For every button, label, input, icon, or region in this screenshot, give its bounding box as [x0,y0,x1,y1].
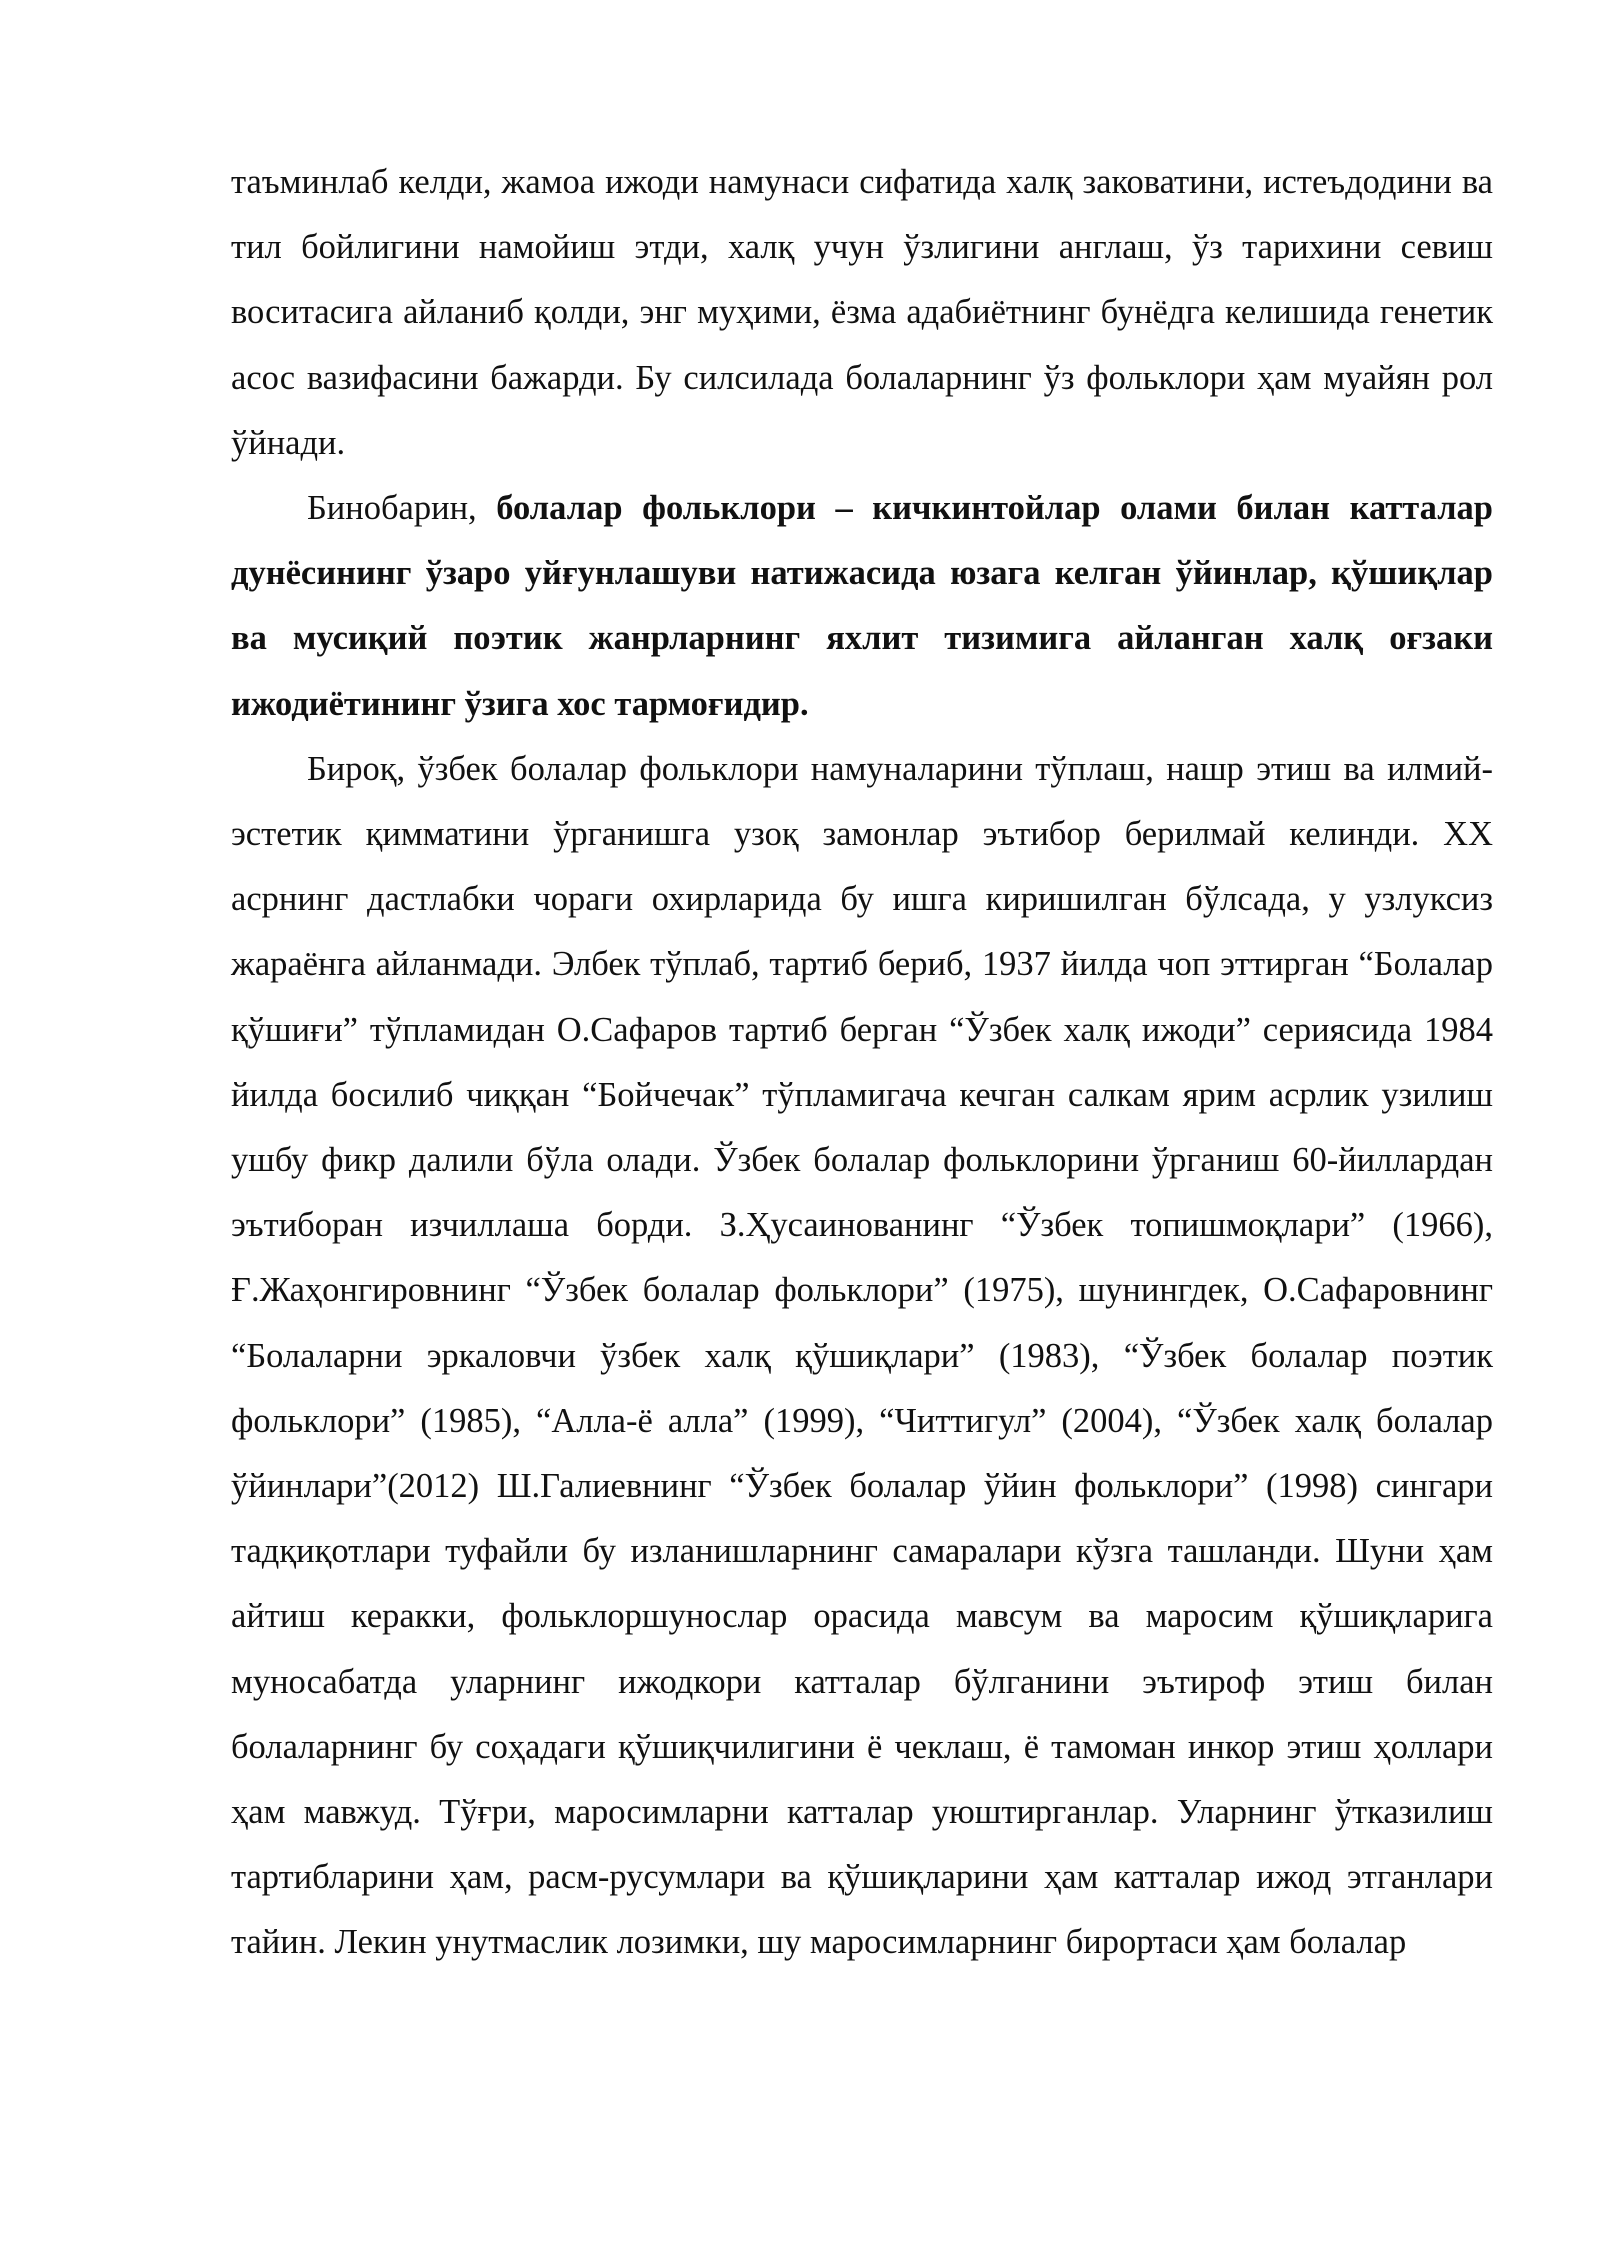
definition-lead-text: Бинобарин, [307,489,497,528]
definition-bold-text: болалар фольклори – кичкинтойлар олами билан катталар дунёсининг ўзаро уйғунлашуви натижасида юзага келган ўйинлар, қўшиқлар ва мусиқий поэтик жанрларнинг яхлит тизимига айланган халқ оғзаки ижодиётининг ўзига хос тармоғидир. [231,489,1493,723]
paragraph-continuation: таъминлаб келди, жамоа ижоди намунаси сифатида халқ заковатини, истеъдодини ва тил бойлигини намойиш этди, халқ учун ўзлигини англаш, ўз тарихини севиш воситасига айланиб қолди, энг муҳими, ёзма адабиётнинг бунёдга келишида генетик асос вазифасини бажарди. Бу силсилада болаларнинг ўз фольклори ҳам муайян рол ўйнади. [231,163,1493,462]
paragraph-research-history: Бироқ, ўзбек болалар фольклори намуналарини тўплаш, нашр этиш ва илмий-эстетик қимматини ўрганишга узоқ замонлар эътибор берилмай келинди. XX асрнинг дастлабки чораги охирларида бу ишга киришилган бўлсада, у узлуксиз жараёнга айланмади. Элбек тўплаб, тартиб бериб, 1937 йилда чоп эттирган “Болалар қўшиғи” тўпламидан О.Сафаров тартиб берган “Ўзбек халқ ижоди” сериясида 1984 йилда босилиб чиққан “Бойчечак” тўпламигача кечган салкам ярим асрлик узилиш ушбу фикр далили бўла олади. Ўзбек болалар фольклорини ўрганиш 60-йиллардан эътиборан изчиллаша борди. З.Ҳусаинованинг “Ўзбек топишмоқлари” (1966), Ғ.Жаҳонгировнинг “Ўзбек болалар фольклори” (1975), шунингдек, О.Сафаровнинг “Болаларни эркаловчи ўзбек халқ қўшиқлари” (1983), “Ўзбек болалар поэтик фольклори” (1985), “Алла-ё алла” (1999), “Читтигул” (2004), “Ўзбек халқ болалар ўйинлари”(2012) Ш.Галиевнинг “Ўзбек болалар ўйин фольклори” (1998) сингари тадқиқотлари туфайли бу изланишларнинг самаралари кўзга ташланди. Шуни ҳам айтиш керакки, фольклоршунослар орасида мавсум ва маросим қўшиқларига муносабатда уларнинг ижодкори катталар бўлганини эътироф этиш билан болаларнинг бу соҳадаги қўшиқчилигини ё чеклаш, ё тамоман инкор этиш ҳоллари ҳам мавжуд. Тўғри, маросимларни катталар уюштирганлар. Уларнинг ўтказилиш тартибларини ҳам, расм-русумлари ва қўшиқларини ҳам катталар ижод этганлари тайин. Лекин унутмаслик лозимки, шу маросимларнинг бирортаси ҳам болалар [231,749,1493,1962]
document-body [231,150,1493,1976]
paragraph-definition [231,476,1493,737]
